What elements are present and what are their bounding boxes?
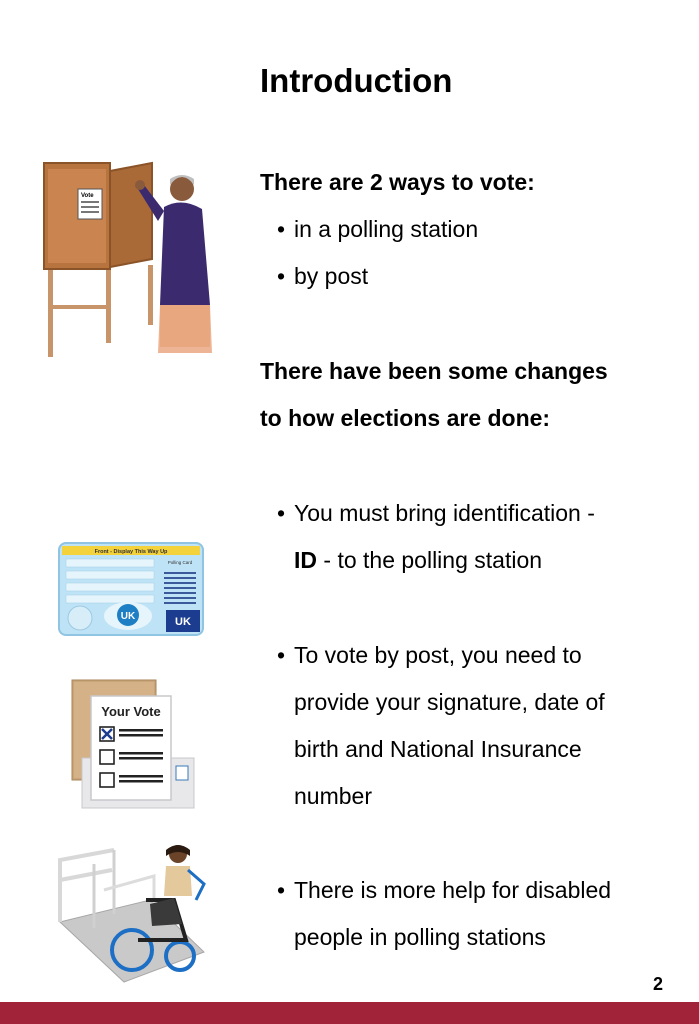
id-bold-term: ID	[294, 547, 317, 573]
ballot-title: Your Vote	[101, 704, 161, 719]
footer-bar	[0, 1002, 699, 1024]
bullet-help-line1	[277, 867, 612, 914]
ways-heading: There are 2 ways to vote:	[260, 169, 535, 195]
bullet-id-line1	[277, 490, 595, 537]
id-card-header-text: Front - Display This Way Up	[94, 549, 168, 555]
list-item-polling-station	[277, 206, 479, 253]
bullet-text: You must bring identification -	[294, 500, 595, 526]
voting-booth-illustration	[40, 155, 220, 360]
page-number: 2	[652, 974, 663, 994]
bullet-symbol: •	[277, 642, 286, 668]
changes-heading-line1: There have been some changes	[260, 358, 608, 384]
id-card-uk-badge: UK	[175, 616, 191, 628]
list-item-by-post	[277, 253, 369, 300]
bullet-text: - to the polling station	[317, 547, 543, 573]
bullet-help-line2: people in polling stations	[294, 924, 546, 950]
page-title: Introduction	[260, 62, 453, 99]
changes-heading-line2: to how elections are done:	[260, 405, 551, 431]
bullet-post-line4: number	[294, 783, 372, 809]
bullet-text: To vote by post, you need to	[294, 642, 582, 668]
list-item-text: in a polling station	[294, 216, 479, 242]
id-card-illustration	[58, 542, 204, 636]
bullet-text: There is more help for disabled	[294, 877, 612, 903]
bullet-id-line2	[294, 537, 542, 584]
id-card-uk-circle: UK	[120, 611, 136, 622]
bullet-symbol: •	[277, 877, 286, 903]
booth-sign-text: Vote	[81, 193, 94, 199]
bullet-post-line2: provide your signature, date of	[294, 689, 605, 715]
postal-vote-illustration	[64, 676, 200, 812]
id-card-right-label: Polling Card	[167, 560, 193, 565]
bullet-symbol: •	[277, 216, 286, 242]
wheelchair-ramp-illustration	[54, 840, 214, 990]
list-item-text: by post	[294, 263, 369, 289]
bullet-symbol: •	[277, 500, 286, 526]
bullet-post-line3: birth and National Insurance	[294, 736, 582, 762]
bullet-symbol: •	[277, 263, 286, 289]
bullet-post-line1	[277, 632, 582, 679]
